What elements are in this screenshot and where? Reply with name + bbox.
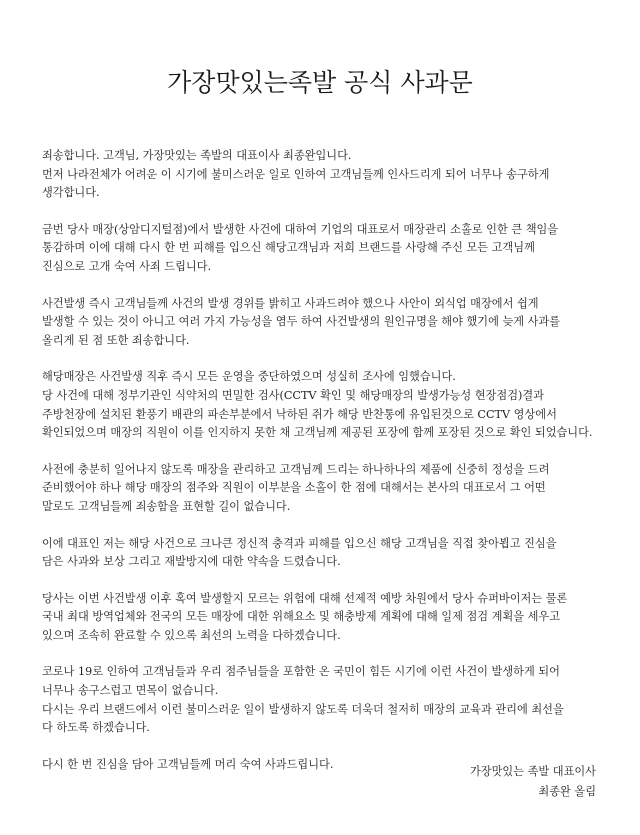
text-line: 다시는 우리 브랜드에서 이런 불미스러운 일이 발생하지 않도록 더욱더 철저히 매장의 교육과 관리에 최선을 (42, 702, 564, 716)
text-line: 준비했어야 하나 해당 매장의 점주와 직원이 이부분을 소홀이 한 점에 대해서는 본사의 대표로서 그 어떤 (42, 481, 546, 495)
text-line: 코로나 19로 인하여 고객님들과 우리 점주님들을 포함한 온 국민이 힘든 시기에 이런 사건이 발생하게 되어 (42, 665, 560, 679)
text-line: 확인되었으며 매장의 직원이 이를 인지하지 못한 채 고객님께 제공된 포장에 함께 포장된 것으로 확인 되었습니다. (42, 426, 593, 440)
text-line: 다시 한 번 진심을 담아 고객님들께 머리 숙여 사과드립니다. (42, 757, 334, 771)
text-line: 올리게 된 점 또한 죄송합니다. (42, 333, 190, 347)
text-line: 먼저 나라전체가 어려운 이 시기에 불미스러운 일로 인하여 고객님들께 인사드리게 되어 너무나 송구하게 (42, 167, 550, 181)
paragraph (42, 663, 608, 737)
text-line: 이에 대표인 저는 해당 사건으로 크나큰 정신적 충격과 피해를 입으신 해당 고객님을 직접 찾아뵙고 진심을 (42, 536, 557, 550)
text-line: 당 사건에 대해 정부기관인 식약처의 면밀한 검사(CCTV 확인 및 해당매장의 발생가능성 현장점검)결과 (42, 388, 544, 402)
paragraph (42, 535, 608, 572)
document-title: 가장맛있는족발 공식 사과문 (167, 68, 473, 97)
text-line: 너무나 송구스럽고 면목이 없습니다. (42, 684, 219, 698)
text-line: 있으며 조속히 완료할 수 있으록 최선의 노력을 다하겠습니다. (42, 628, 341, 642)
text-line: 다 하도록 하겠습니다. (42, 721, 150, 735)
text-line: 발생할 수 있는 것이 아니고 여러 가지 가능성을 염두 하여 사건발생의 원인규명을 해야 했기에 늦게 사과를 (42, 315, 561, 329)
text-line: 진심으로 고개 숙여 사죄 드립니다. (42, 259, 212, 273)
signature-name: 최종완 올림 (538, 785, 596, 798)
paragraph (42, 147, 608, 203)
text-line: 금번 당사 매장(상암디지털점)에서 발생한 사건에 대하여 기업의 대표로서 매장관리 소홀로 인한 큰 책임을 (42, 222, 559, 236)
signature-block (470, 762, 596, 802)
text-line: 죄송합니다. 고객님, 가장맛있는 족발의 대표이사 최종완입니다. (42, 149, 352, 162)
letter-body (42, 147, 608, 792)
paragraph (42, 368, 608, 442)
text-line: 주방천장에 설치된 환풍기 배관의 파손부분에서 낙하된 쥐가 해당 반찬통에 유입된것으로 CCTV 영상에서 (42, 407, 557, 421)
text-line: 사전에 충분히 일어나지 않도록 매장을 관리하고 고객님께 드리는 하나하나의 제품에 신중히 정성을 드려 (42, 462, 550, 476)
text-line: 생각합니다. (42, 186, 100, 200)
text-line: 담은 사과와 보상 그리고 재발방지에 대한 약속을 드렸습니다. (42, 555, 341, 569)
paragraph (42, 461, 608, 517)
paragraph (42, 221, 608, 277)
paragraph (42, 590, 608, 646)
text-line: 당사는 이번 사건발생 이후 혹여 발생할지 모르는 위험에 대해 선제적 예방 차원에서 당사 슈퍼바이저는 물론 (42, 591, 568, 605)
text-line: 해당매장은 사건발생 직후 즉시 모든 운영을 중단하였으며 성실히 조사에 임했습니다. (42, 370, 456, 384)
text-line: 통감하며 이에 대해 다시 한 번 피해를 입으신 해당고객님과 저희 브랜드를 사랑해 주신 모든 고객님께 (42, 241, 535, 255)
text-line: 사건발생 즉시 고객님들께 사건의 발생 경위를 밝히고 사과드려야 했으나 사안이 외식업 매장에서 쉽게 (42, 296, 539, 310)
text-line: 국내 최대 방역업체와 전국의 모든 매장에 대한 위해요소 및 해충방제 계획에 대해 일제 점검 계획을 세우고 (42, 610, 561, 624)
paragraph (42, 295, 608, 351)
text-line: 말로도 고객님들께 죄송함을 표현할 길이 없습니다. (42, 499, 291, 513)
signature-company: 가장맛있는 족발 대표이사 (470, 765, 596, 778)
